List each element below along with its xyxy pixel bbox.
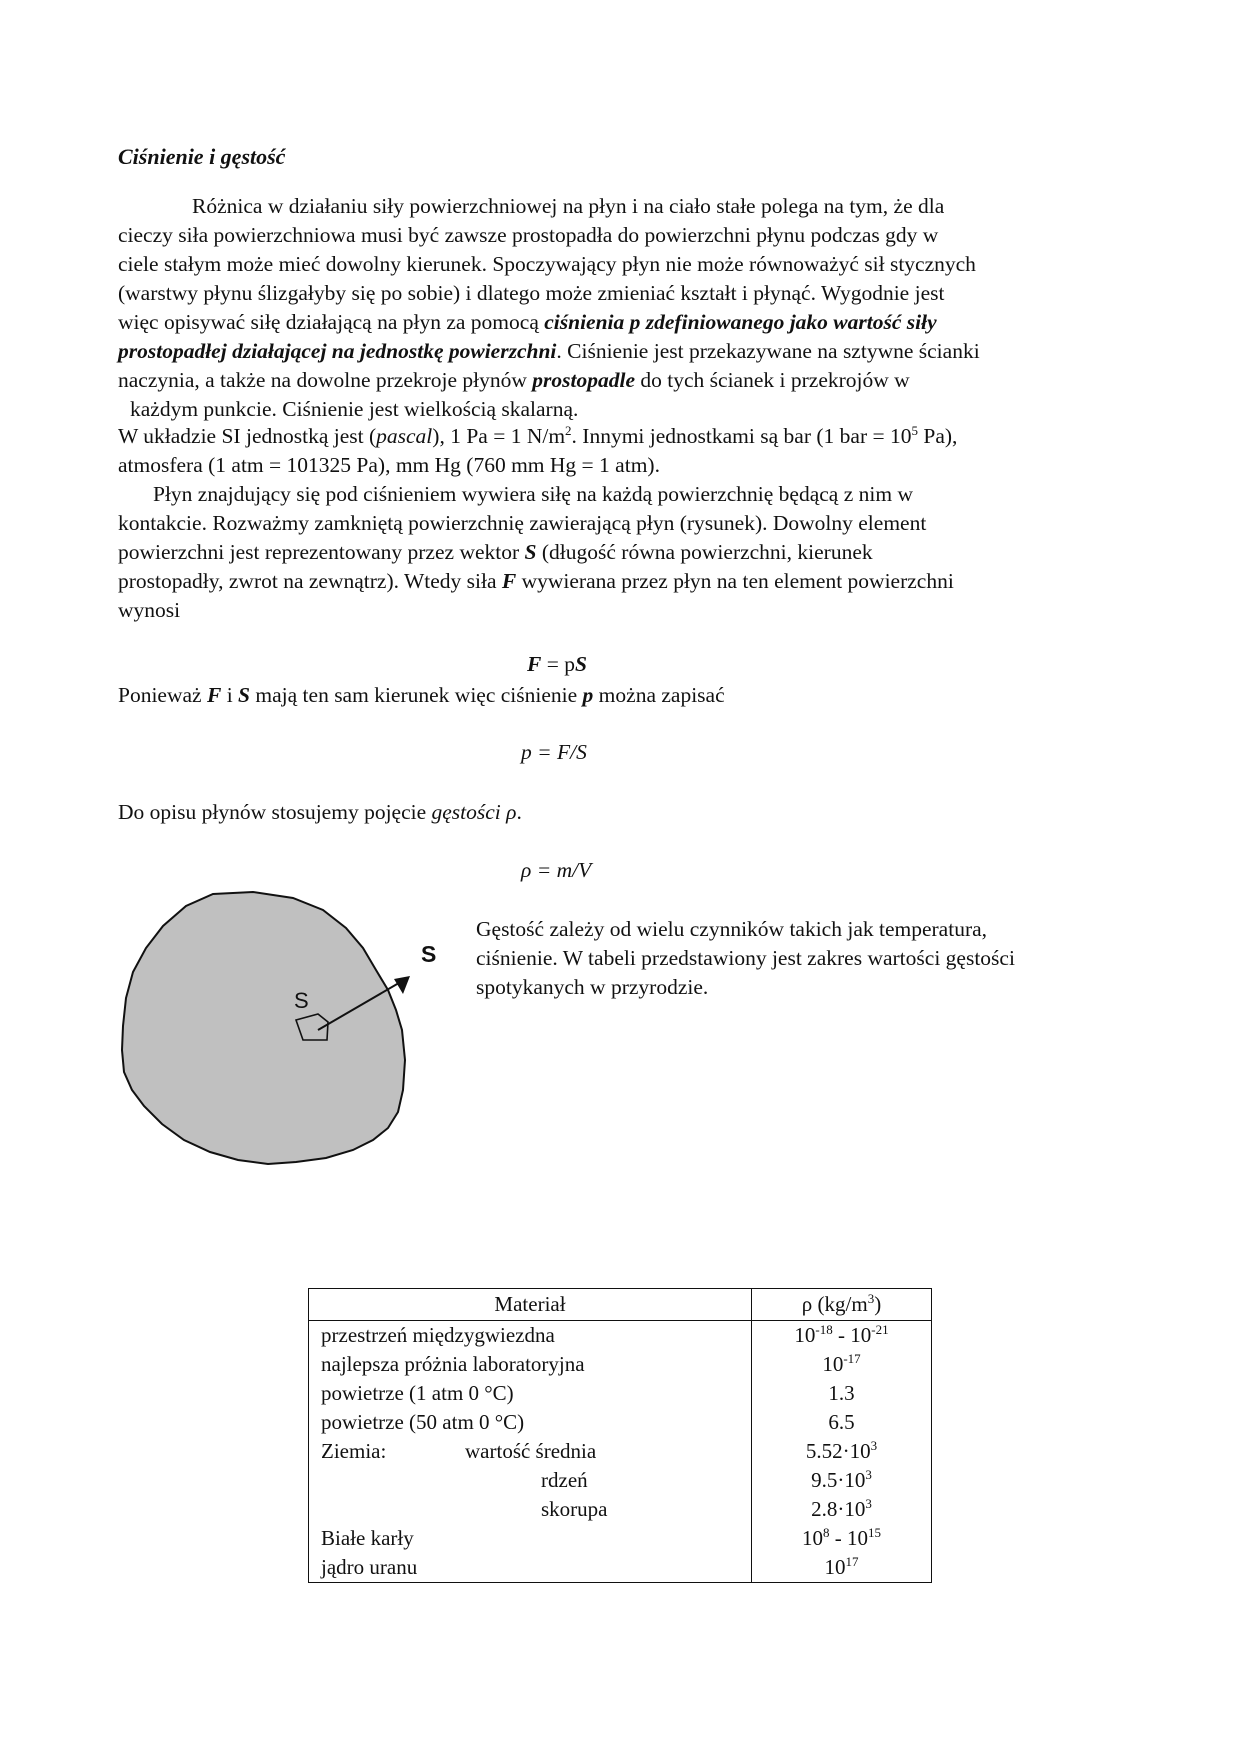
material-subcategory: wartość średnia xyxy=(465,1439,597,1463)
table-row xyxy=(309,1350,932,1379)
vector-symbol-f: F xyxy=(501,569,517,593)
density-base: 10 xyxy=(794,1323,816,1347)
material-subcategory: rdzeń xyxy=(541,1468,588,1492)
material-cell xyxy=(309,1350,752,1379)
density-exponent: 3 xyxy=(865,1467,872,1482)
density-cell xyxy=(752,1321,932,1351)
equation-symbol: S xyxy=(574,652,587,676)
density-exponent: 17 xyxy=(845,1554,859,1569)
text-run: (długość równa powierzchni, kierunek xyxy=(536,540,873,564)
material-cell xyxy=(309,1495,752,1524)
text-line: cieczy siła powierzchniowa musi być zawsze prostopadła do powierzchni płynu podczas gdy w xyxy=(118,223,939,247)
text-run: ), 1 Pa = 1 N/m xyxy=(432,424,566,448)
vector-symbol-s: S xyxy=(524,540,537,564)
closed-surface-shape xyxy=(122,892,405,1164)
text-run: . Ciśnienie jest przekazywane na sztywne ścianki xyxy=(556,339,980,363)
emphasis-prostopadle: prostopadle xyxy=(532,368,636,392)
density-base: 10 xyxy=(802,1526,823,1550)
text-run: Ponieważ xyxy=(118,683,207,707)
header-density xyxy=(752,1289,932,1321)
material-cell xyxy=(309,1466,752,1495)
density-base: 5.52·10 xyxy=(805,1439,871,1463)
material-name: jądro uranu xyxy=(321,1555,418,1579)
density-base: 2.8·10 xyxy=(811,1497,866,1521)
material-cell xyxy=(309,1437,752,1466)
density-cell xyxy=(752,1437,932,1466)
surface-element-label: S xyxy=(294,988,309,1013)
density-cell xyxy=(752,1553,932,1583)
text-run: można zapisać xyxy=(593,683,725,707)
text-run: Do opisu płynów stosujemy pojęcie xyxy=(118,800,432,824)
text-line xyxy=(118,798,522,827)
table-row xyxy=(309,1379,932,1408)
density-exponent: 15 xyxy=(868,1525,881,1540)
material-name: Białe karły xyxy=(321,1526,414,1550)
fluid-surface-figure xyxy=(118,890,458,1180)
text-run: więc opisywać siłę działającą na płyn za pomocą xyxy=(118,310,545,334)
material-name: powietrze (1 atm 0 °C) xyxy=(321,1381,514,1405)
header-density-text: ρ (kg/m xyxy=(801,1292,868,1316)
text-run: prostopadły, zwrot na zewnątrz). Wtedy siła xyxy=(118,569,502,593)
text-line: spotykanych w przyrodzie. xyxy=(476,975,709,999)
text-line: każdym punkcie. Ciśnienie jest wielkością skalarną. xyxy=(130,397,579,421)
density-exponent: 8 xyxy=(823,1525,830,1540)
density-base: 10 xyxy=(824,1555,846,1579)
text-line: Różnica w działaniu siły powierzchniowej na płyn i na ciało stałe polega na tym, że dla xyxy=(192,194,945,218)
superscript: 2 xyxy=(565,423,572,438)
density-base: 1.3 xyxy=(828,1381,855,1405)
table-row xyxy=(309,1524,932,1553)
text-line: Płyn znajdujący się pod ciśnieniem wywiera siłę na każdą powierzchnię będącą z nim w xyxy=(153,482,913,506)
density-cell xyxy=(752,1408,932,1437)
table-row xyxy=(309,1495,932,1524)
equation-symbol: F xyxy=(527,652,542,676)
text-run: do tych ścianek i przekrojów w xyxy=(635,368,910,392)
table-row xyxy=(309,1321,932,1351)
material-name: powietrze (50 atm 0 °C) xyxy=(321,1410,525,1434)
table-header-row xyxy=(309,1289,932,1321)
density-table xyxy=(308,1288,932,1583)
density-range-sep: - 10 xyxy=(832,1323,872,1347)
density-base: 6.5 xyxy=(828,1410,855,1434)
text-run: wywierana przez płyn na ten element powierzchni xyxy=(516,569,954,593)
equation-density: ρ = m/V xyxy=(521,858,592,882)
text-run: W układzie SI jednostką jest ( xyxy=(118,424,377,448)
material-cell xyxy=(309,1524,752,1553)
superscript: 3 xyxy=(867,1291,875,1306)
material-cell xyxy=(309,1321,752,1351)
table-row xyxy=(309,1553,932,1583)
unit-pascal: pascal xyxy=(376,424,433,448)
table-row xyxy=(309,1437,932,1466)
density-cell xyxy=(752,1524,932,1553)
material-cell xyxy=(309,1553,752,1583)
text-line xyxy=(118,567,954,596)
density-cell xyxy=(752,1466,932,1495)
material-subcategory: skorupa xyxy=(541,1497,608,1521)
density-term: gęstości ρ xyxy=(431,800,517,824)
text-run: i xyxy=(221,683,239,707)
text-run: powierzchni jest reprezentowany przez wektor xyxy=(118,540,525,564)
text-line xyxy=(118,422,957,451)
material-name: najlepsza próżnia laboratoryjna xyxy=(321,1352,585,1376)
vector-symbol-s: S xyxy=(238,683,251,707)
text-run: . xyxy=(516,800,522,824)
text-line xyxy=(118,366,910,395)
text-run: naczynia, a także na dowolne przekroje płynów xyxy=(118,368,533,392)
text-line: kontakcie. Rozważmy zamkniętą powierzchnię zawierającą płyn (rysunek). Dowolny element xyxy=(118,511,927,535)
density-exponent: -21 xyxy=(871,1322,889,1337)
material-cell xyxy=(309,1408,752,1437)
pressure-definition-emphasis: prostopadłej działającej na jednostkę powierzchni xyxy=(118,339,557,363)
equation-symbol: = p xyxy=(541,652,575,676)
table-row xyxy=(309,1466,932,1495)
text-line xyxy=(118,308,937,337)
text-line xyxy=(118,681,725,710)
vector-symbol-f: F xyxy=(206,683,222,707)
density-range-sep: - 10 xyxy=(829,1526,868,1550)
header-density-text: ) xyxy=(874,1292,882,1316)
equation-force xyxy=(527,652,587,677)
text-line: atmosfera (1 atm = 101325 Pa), mm Hg (760 mm Hg = 1 atm). xyxy=(118,453,660,477)
density-cell xyxy=(752,1350,932,1379)
density-exponent: -17 xyxy=(843,1351,861,1366)
section-title: Ciśnienie i gęstość xyxy=(118,144,286,169)
text-line: ciele stałym może mieć dowolny kierunek. Spoczywający płyn nie może równoważyć sił stycznych xyxy=(118,252,976,276)
density-base: 9.5·10 xyxy=(811,1468,866,1492)
density-exponent: 3 xyxy=(865,1496,872,1511)
material-name: przestrzeń międzygwiezdna xyxy=(321,1323,555,1347)
text-line: wynosi xyxy=(118,598,181,622)
text-run: mają ten sam kierunek więc ciśnienie xyxy=(250,683,583,707)
text-run: Pa), xyxy=(917,424,958,448)
density-cell xyxy=(752,1379,932,1408)
density-cell xyxy=(752,1495,932,1524)
symbol-p: p xyxy=(582,683,594,707)
header-material: Materiał xyxy=(309,1289,752,1321)
material-name: Ziemia: xyxy=(321,1439,387,1463)
text-line xyxy=(118,337,980,366)
density-exponent: 3 xyxy=(870,1438,878,1453)
pressure-definition-emphasis: ciśnienia p zdefiniowanego jako wartość siły xyxy=(544,310,937,334)
text-line xyxy=(118,538,873,567)
superscript: 5 xyxy=(911,423,918,438)
equation-pressure: p = F/S xyxy=(521,740,587,764)
text-run: . Innymi jednostkami są bar (1 bar = 10 xyxy=(571,424,912,448)
material-cell xyxy=(309,1379,752,1408)
text-line: ciśnienie. W tabeli przedstawiony jest zakres wartości gęstości xyxy=(476,946,1015,970)
density-exponent: -18 xyxy=(815,1322,833,1337)
table-row xyxy=(309,1408,932,1437)
density-base: 10 xyxy=(822,1352,844,1376)
text-line: (warstwy płynu ślizgałyby się po sobie) i dlatego może zmieniać kształt i płynąć. Wygodnie jest xyxy=(118,281,945,305)
vector-label: S xyxy=(421,941,437,967)
text-line: Gęstość zależy od wielu czynników takich jak temperatura, xyxy=(476,917,988,941)
